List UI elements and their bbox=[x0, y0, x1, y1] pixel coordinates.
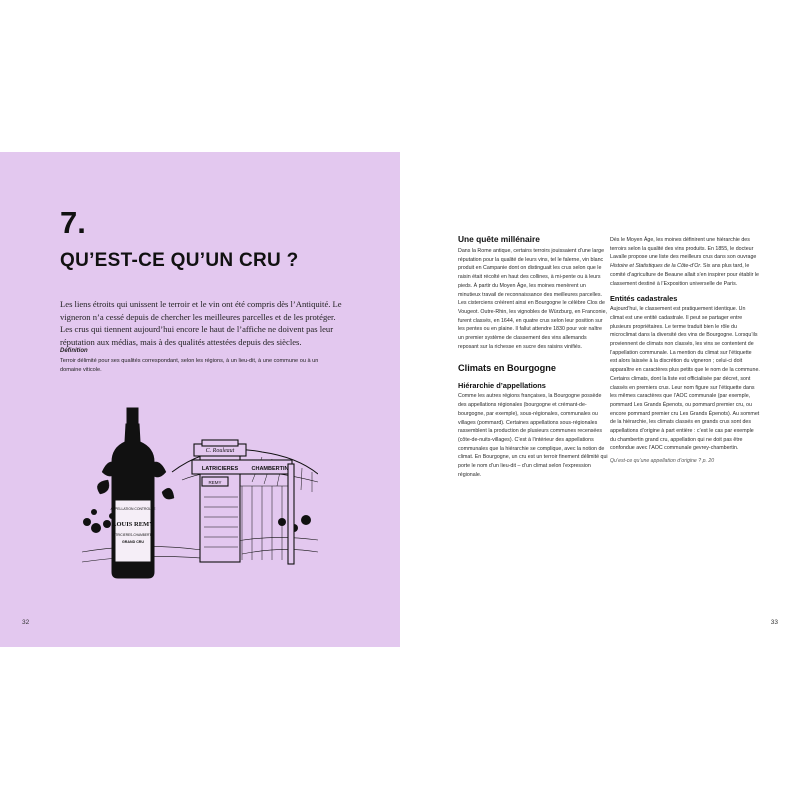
intro-paragraph: Les liens étroits qui unissent le terroir et le vin ont été compris dès l’Antiquité. Le vigneron n’a cessé depuis de chercher les meilleures parcelles et de les protéger. Les crus qui tiennent aujourd’hui encore le haut de l’affiche ne doivent pas leur réputation aux médias, mais à des qualités attestées depuis des siècles. bbox=[60, 299, 342, 347]
sign-right: CHAMBERTIN bbox=[251, 466, 289, 472]
page-number-right: 33 bbox=[770, 619, 778, 626]
bottle-label-brand: LOUIS REMY bbox=[112, 521, 154, 528]
sign-top: C. Rouleaut bbox=[205, 448, 235, 454]
bottle-label-cru: GRAND CRU bbox=[122, 540, 144, 544]
right-page bbox=[400, 152, 800, 647]
text-column-2 bbox=[610, 236, 760, 465]
wine-illustration bbox=[82, 402, 318, 582]
bottle-label-top: APPELLATION CONTROLEE bbox=[110, 507, 156, 511]
moyen-age-text-after: . Six ans plus tard, le comité d’agriculture de Beaune allait s’en inspirer pour établir le classement destiné à l’Exposition universelle de Paris. bbox=[610, 263, 759, 287]
cross-reference: Qu’est-ce qu’une appellation d’origine ? p. 20 bbox=[610, 458, 715, 465]
page-number-left: 32 bbox=[22, 619, 30, 626]
bottle-label-wine: LATRICIERES-CHAMBERTIN bbox=[111, 533, 155, 537]
chapter-number: 7. bbox=[60, 205, 86, 240]
gate-label: REMY bbox=[208, 480, 222, 485]
definition-label: Définition bbox=[60, 348, 88, 354]
sign-left: LATRICIERES bbox=[201, 466, 239, 472]
definition-text: Terroir délimité pour ses qualités correspondant, selon les régions, à un lieu-dit, à une commune ou à un domaine viticole. bbox=[60, 358, 319, 373]
paragraph-entites: Aujourd’hui, le classement est pratiquement identique. Un climat est une entité cadastrale. Il peut se partager entre plusieurs propriétaires. Le terme traduit bien le rôle du microclimat dans la diversité des vins de Bourgogne. Lorsqu’ils proviennent de climats non classés, les vins se contentent de l’appellation communale. La mention du climat sur l’étiquette est alors laissée à la discrétion du vigneron ; celui-ci doit apparaître en caractères plus petits que le nom de la commune. Certains climats, dont la liste est officialisée par décret, sont classés en premiers crus. Leur nom figure sur l’étiquette dans les mêmes caractères que l’AOC communale (par exemple, pommard Les Grands Épenots, ou pommard premier cru, ou encore pommard premier cru Les Grands Épenots). Au sommet de la hiérarchie, les climats classés en grands crus sont des appellations d’origine à part entière : c’est le cas par exemple du chambertin grand cru, appellation qui ne doit pas être confondue avec l’AOC communale gevrey-chambertin. bbox=[610, 306, 760, 452]
subheading-hierarchie: Hiérarchie d’appellations bbox=[458, 381, 546, 391]
heading-climats-en-bourgogne: Climats en Bourgogne bbox=[458, 363, 557, 374]
text-column-1 bbox=[458, 234, 608, 479]
heading-une-quete-millenaire: Une quête millénaire bbox=[458, 234, 540, 244]
chapter-title: QU’EST-CE QU’UN CRU ? bbox=[60, 250, 299, 271]
moyen-age-text-before: Dès le Moyen Âge, les moines définirent une hiérarchie des terroirs selon la qualité des vins produits. En 1855, le docteur Lavalle propose une liste des meilleurs crus dans son ouvrage bbox=[610, 237, 757, 261]
book-title: Histoire et Statistiques de la Côte-d’Or bbox=[610, 263, 701, 270]
paragraph-moyen-age bbox=[610, 236, 760, 288]
paragraph-hierarchie: Comme les autres régions françaises, la Bourgogne possède des appellations régionales (bourgogne et crémant-de-bourgogne, par exemple), sous-régionales, communales ou villages (pommard). Certaines appellations sous-régionales rassemblent la production de plusieurs communes recensées (côte-de-nuits-villages). C’est à l’intérieur des appellations communales que la hiérarchie se complique, avec la notion de climat. En Bourgogne, un cru est un terroir finement délimité qui porte le nom d’un lieu-dit – d’un climat selon l’expression régionale. bbox=[458, 393, 608, 478]
subheading-entites-cadastrales: Entités cadastrales bbox=[610, 294, 678, 304]
left-page bbox=[0, 152, 400, 647]
paragraph-quete: Dans la Rome antique, certains terroirs jouissaient d’une large réputation pour la qualité de leurs vins, tel le falerne, vin blanc produit en Campanie dont on distinguait les crus selon que le raisin était récolté en haut des collines, à mi-pente ou à leurs pieds. À partir du Moyen Âge, les moines menèrent un minutieux travail de reconnaissance des meilleures parcelles. Les cisterciens créèrent ainsi en Bourgogne le célèbre Clos de Vougeot. Outre-Rhin, les vignobles de Würzburg, en Franconie, furent classés, en 1644, en quatre crus selon leur position sur les pentes ou en plaine. Il fallut attendre 1830 pour voir naître un premier système de classement des vins allemands reposant sur la richesse en sucre des raisins vinifiés. bbox=[458, 248, 607, 350]
